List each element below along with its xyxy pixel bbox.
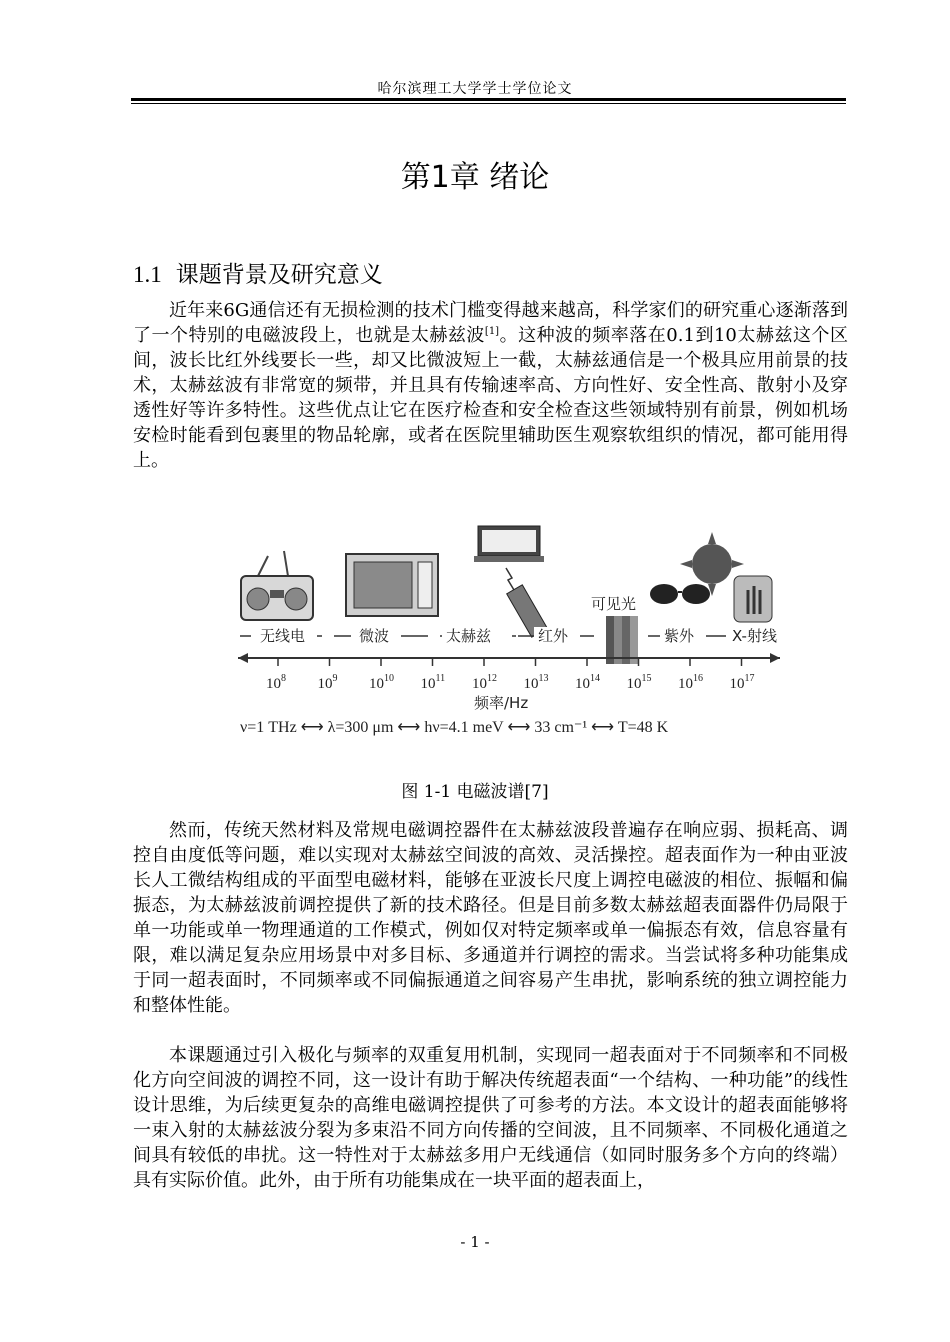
- running-header: 哈尔滨理工大学学士学位论文: [377, 81, 573, 97]
- band-label-microwave: 微波: [359, 627, 390, 645]
- paragraph-2: 然而，传统天然材料及常规电磁调控器件在太赫兹波段普遍存在响应弱、损耗高、调控自由度低等问题，难以实现对太赫兹空间波的高效、灵活操控。超表面作为一种由亚波长人工微结构组成的平面型电磁材料，能够在亚波长尺度上调控电磁波的相位、振幅和偏振态，为太赫兹波前调控提供了新的技术路径。但是目前多数太赫兹超表面器件仍局限于单一功能或单一物理通道的工作模式，例如仅对特定频率或单一偏振态有效，信息容量有限，难以满足复杂应用场景中对多目标、多通道并行调控的需求。当尝试将多种功能集成于同一超表面时，不同频率或不同偏振通道之间容易产生串扰，影响系统的独立调控能力和整体性能。: [133, 820, 848, 1016]
- paragraph-1-text-a: 近年来6G通信还有无损检测的技术门槛变得越来越高，科学家们的研究重心逐渐落到了一个特别的电磁波段上，也就是太赫兹波: [133, 300, 848, 346]
- axis-tick-label: $10^{16}$: [678, 673, 703, 692]
- chapter-title: 第1章 绪论: [400, 160, 550, 195]
- band-label-terahertz: 太赫兹: [446, 627, 492, 645]
- band-label-infrared: 红外: [538, 627, 569, 645]
- axis-tick-label: $10^{10}$: [369, 673, 394, 692]
- equivalence-line: ν=1 THz ⟷ λ=300 μm ⟷ hν=4.1 meV ⟷ 33 cm⁻¹ ⟷ T=48 K: [240, 719, 669, 736]
- section-title: 课题背景及研究意义: [175, 262, 383, 288]
- figure-caption: 图 1-1 电磁波谱[7]: [401, 782, 549, 802]
- visible-light-band: [606, 616, 638, 664]
- section-number: 1.1: [133, 262, 162, 287]
- citation-ref: [1]: [484, 326, 500, 337]
- header-rule-thin: [131, 103, 846, 104]
- xray-hand-icon: [734, 576, 772, 622]
- band-label-xray: X-射线: [732, 627, 777, 645]
- band-label-radio: 无线电: [260, 627, 306, 645]
- header-rule-thick: [131, 98, 846, 101]
- laptop-icon: [474, 526, 544, 562]
- microwave-icon: [346, 554, 438, 616]
- axis-tick-label: $10^8$: [266, 673, 286, 692]
- visible-light-label: 可见光: [591, 595, 637, 613]
- frequency-axis: [238, 653, 780, 663]
- axis-tick-label: $10^{17}$: [729, 673, 755, 692]
- section-heading: [133, 256, 383, 289]
- page-number: - 1 -: [460, 1233, 490, 1251]
- sunglasses-icon: [650, 584, 710, 604]
- radio-icon: [241, 551, 313, 620]
- axis-tick-label: $10^9$: [317, 673, 338, 692]
- axis-tick-label: $10^{11}$: [420, 673, 446, 692]
- paragraph-1-text-b: 。这种波的频率落在0.1到10太赫兹这个区间，波长比红外线要长一些，却又比微波短上一截，太赫兹通信是一个极具应用前景的技术，太赫兹波有非常宽的频带，并且具有传输速率高、方向性好、安全性高、散射小及穿透性好等许多特性。这些优点让它在医疗检查和安全检查这些领域特别有前景，例如机场安检时能看到包裹里的物品轮廓，或者在医院里辅助医生观察软组织的情况，都可能用得上。: [133, 325, 849, 471]
- paragraph-3: 本课题通过引入极化与频率的双重复用机制，实现同一超表面对于不同频率和不同极化方向空间波的调控不同，这一设计有助于解决传统超表面“一个结构、一种功能”的线性设计思维，为后续更复杂的高维电磁调控提供了可参考的方法。本文设计的超表面能够将一束入射的太赫兹波分裂为多束沿不同方向传播的空间波，且不同频率、不同极化通道之间具有较低的串扰。这一特性对于太赫兹多用户无线通信（如同时服务多个方向的终端）具有实际价值。此外，由于所有功能集成在一块平面的超表面上，: [133, 1045, 848, 1191]
- paragraph-1: [133, 298, 848, 473]
- axis-tick-label: $10^{14}$: [575, 673, 600, 692]
- axis-ticks: [266, 658, 755, 692]
- axis-tick-label: $10^{15}$: [626, 673, 652, 692]
- spectrum-figure: [196, 506, 823, 762]
- axis-label: 频率/Hz: [474, 694, 529, 712]
- band-label-ultraviolet: 紫外: [664, 627, 695, 645]
- axis-tick-label: $10^{13}$: [523, 673, 549, 692]
- axis-tick-label: $10^{12}$: [472, 673, 497, 692]
